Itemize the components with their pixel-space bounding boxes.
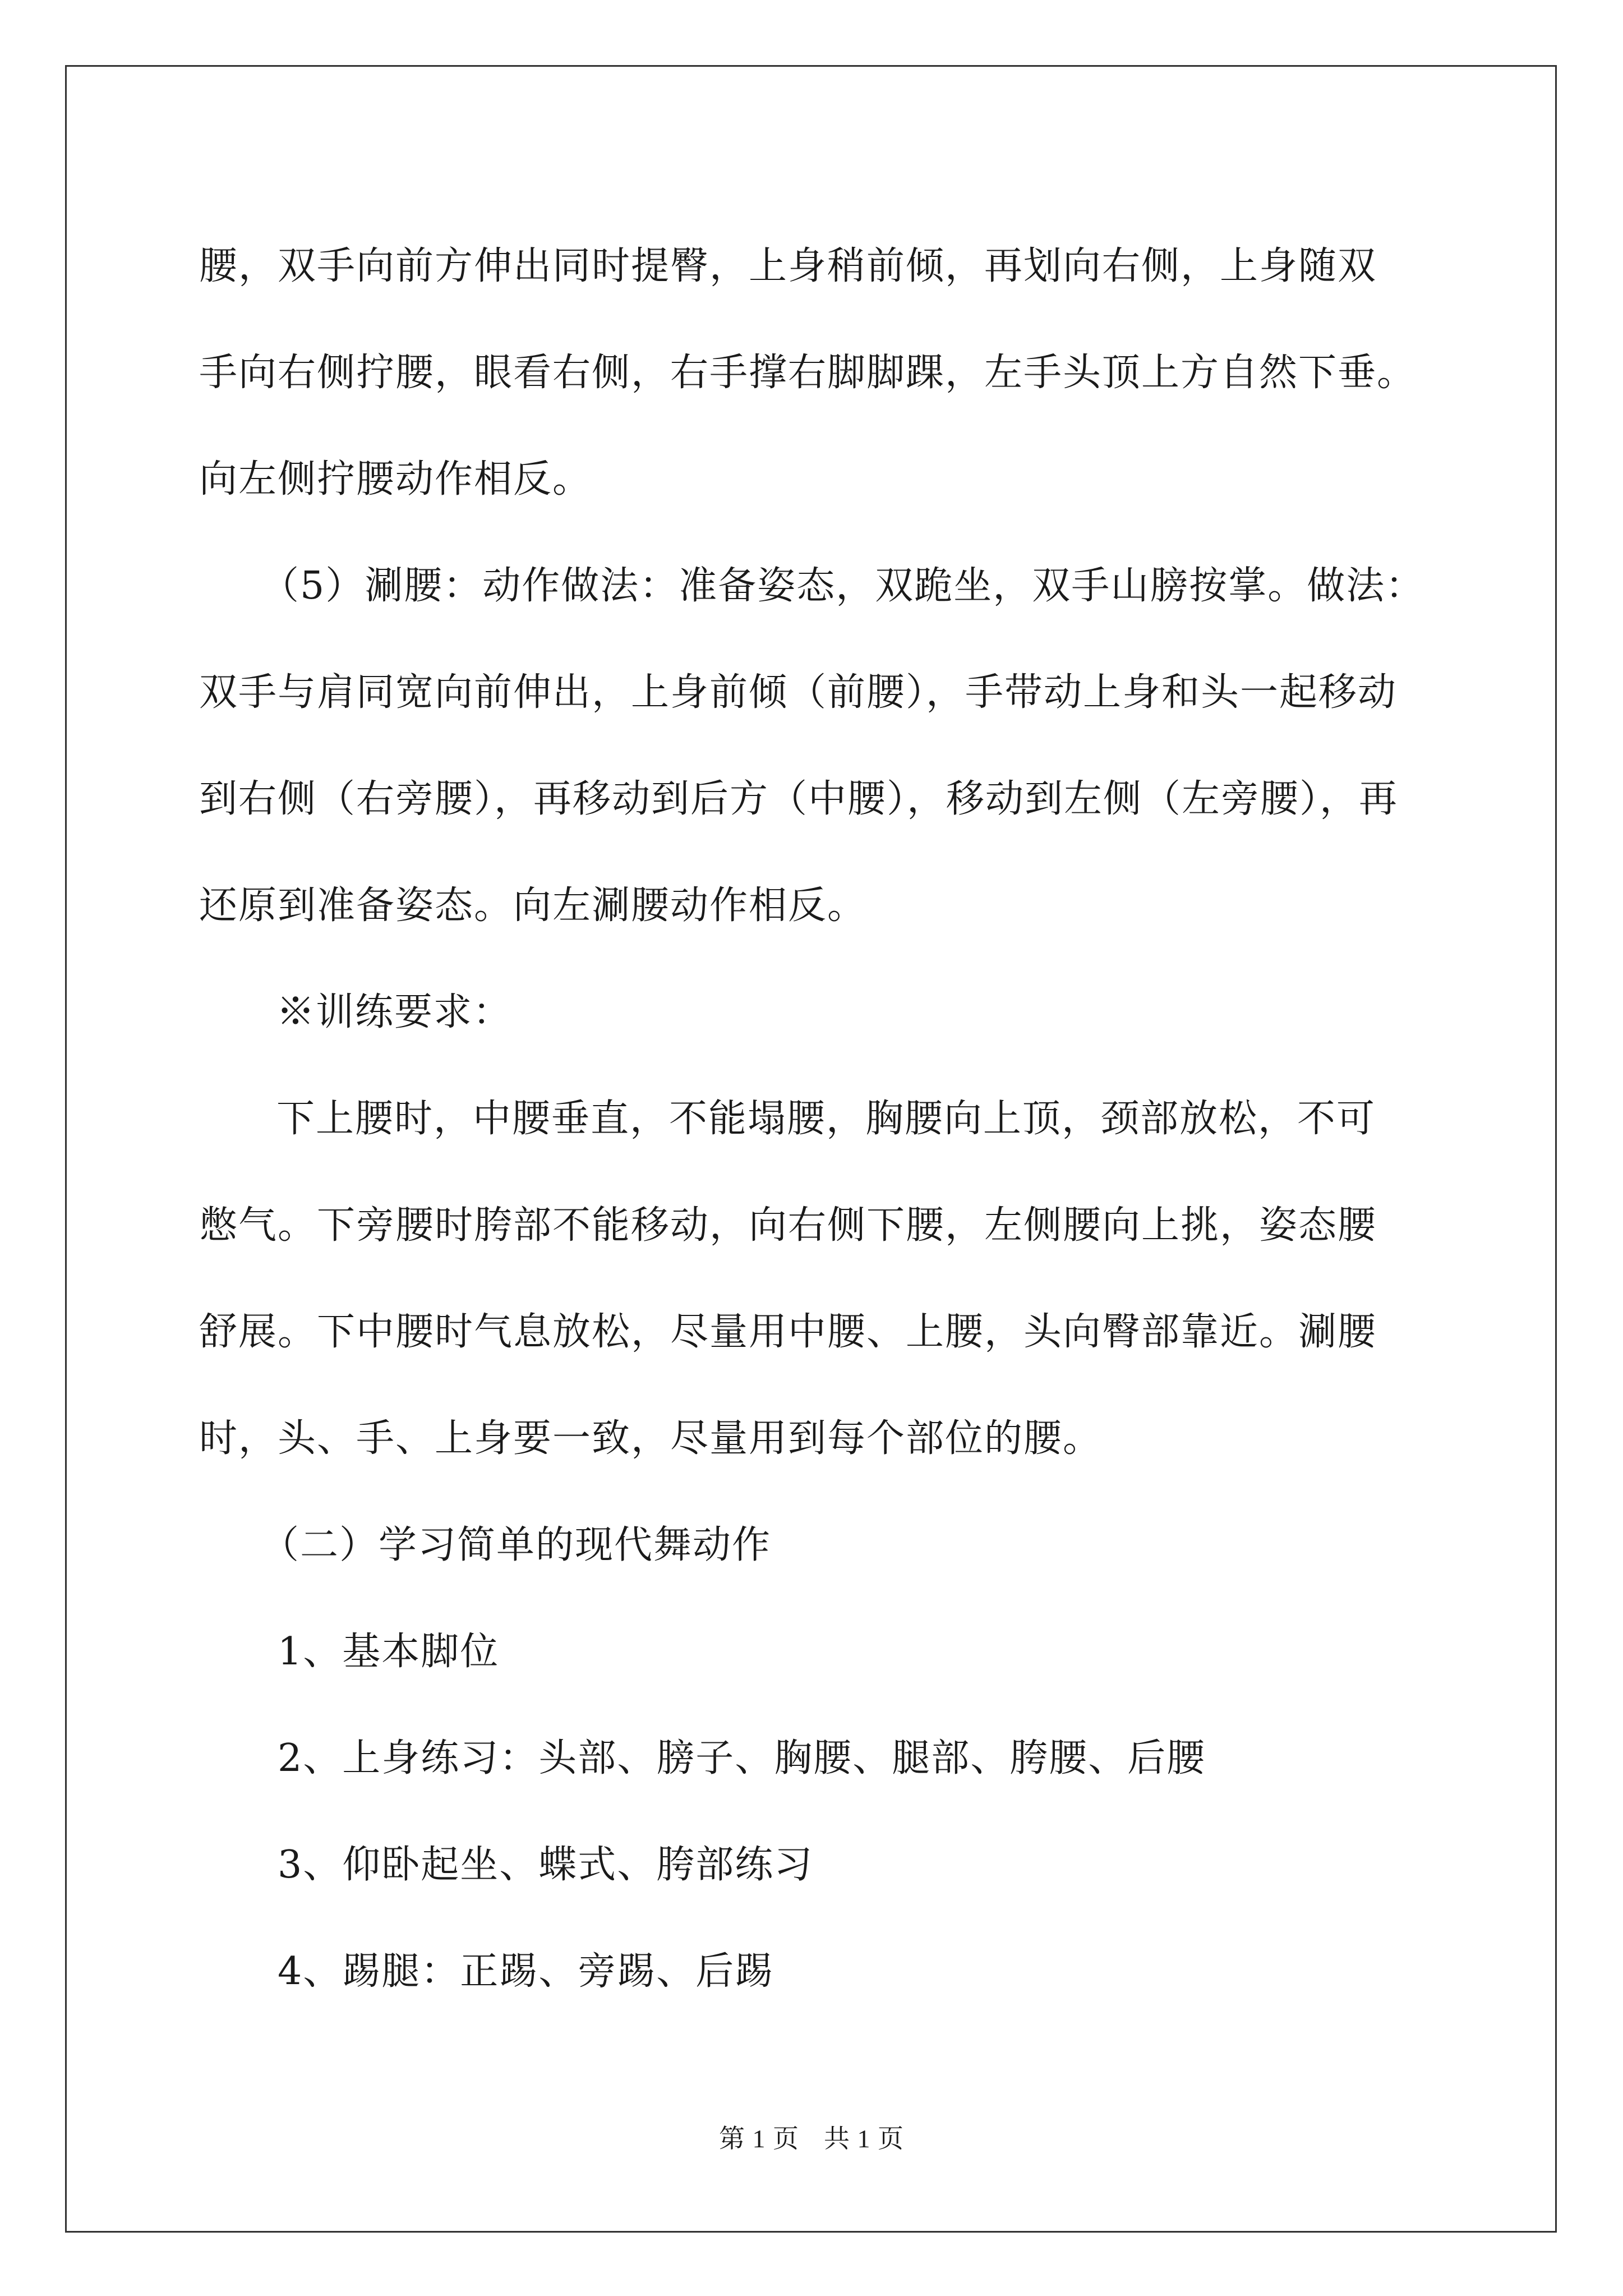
section-heading: （二）学习简单的现代舞动作 xyxy=(261,1523,772,1567)
paragraph-line: 向左侧拧腰动作相反。 xyxy=(199,457,592,501)
page-count: 共 1 页 xyxy=(824,2124,904,2153)
list-item: 3、仰卧起坐、蝶式、胯部练习 xyxy=(278,1843,814,1887)
section-heading: ※训练要求： xyxy=(276,990,513,1034)
paragraph-line: 时，头、手、上身要一致，尽量用到每个部位的腰。 xyxy=(199,1416,1103,1461)
paragraph-line: 双手与肩同宽向前伸出，上身前倾（前腰），手带动上身和头一起移动 xyxy=(199,670,1398,715)
paragraph-line: 手向右侧拧腰，眼看右侧，右手撑右脚脚踝，左手头顶上方自然下垂。 xyxy=(199,351,1417,395)
list-item: 1、基本脚位 xyxy=(278,1630,500,1674)
paragraph-line: 到右侧（右旁腰），再移动到后方（中腰），移动到左侧（左旁腰），再 xyxy=(199,777,1399,821)
document-body xyxy=(199,213,1427,2025)
paragraph-line: 舒展。下中腰时气息放松，尽量用中腰、上腰，头向臀部靠近。涮腰 xyxy=(199,1310,1377,1354)
list-item: 4、踢腿：正踢、旁踢、后踢 xyxy=(278,1949,774,1994)
paragraph-line: 下上腰时，中腰垂直，不能塌腰，胸腰向上顶，颈部放松，不可 xyxy=(276,1097,1376,1141)
paragraph-line: 还原到准备姿态。向左涮腰动作相反。 xyxy=(199,884,867,928)
page-footer xyxy=(0,2118,1623,2155)
list-item: 2、上身练习：头部、膀子、胸腰、腿部、胯腰、后腰 xyxy=(278,1736,1206,1780)
paragraph-line: 憋气。下旁腰时胯部不能移动，向右侧下腰，左侧腰向上挑，姿态腰 xyxy=(199,1203,1377,1248)
page-number: 第 1 页 xyxy=(719,2124,799,2153)
paragraph-line: （5）涮腰：动作做法：准备姿态，双跪坐，双手山膀按掌。做法： xyxy=(261,564,1425,608)
paragraph-line: 腰，双手向前方伸出同时提臀，上身稍前倾，再划向右侧，上身随双 xyxy=(199,244,1377,288)
